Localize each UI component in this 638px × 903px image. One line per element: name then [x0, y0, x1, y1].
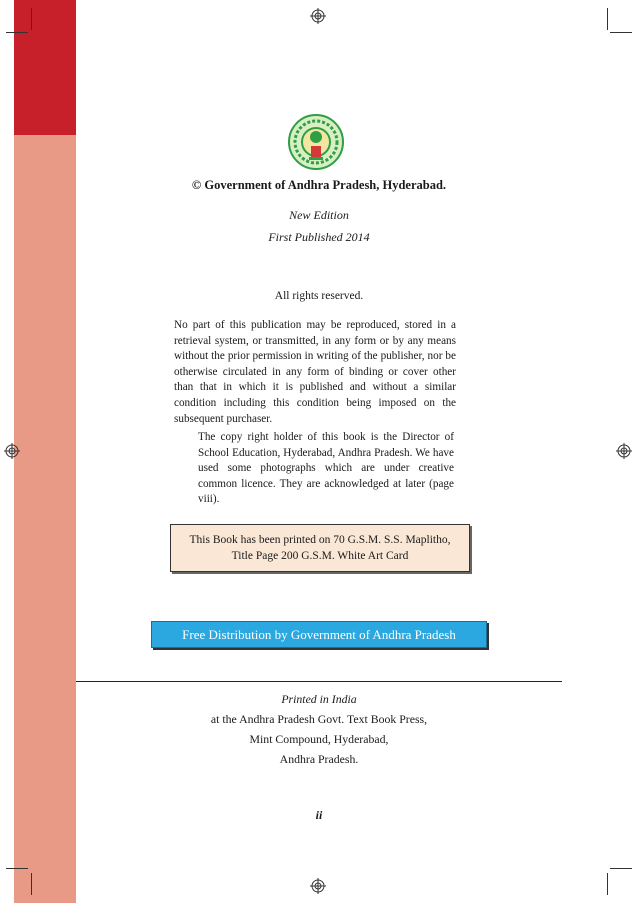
andhra-pradesh-state-emblem-icon: [287, 113, 345, 171]
paper-note-line: Title Page 200 G.S.M. White Art Card: [231, 550, 409, 562]
rights-heading: All rights reserved.: [274, 290, 364, 302]
page-edge-strip: [14, 0, 76, 903]
printer-address-line: Mint Compound, Hyderabad,: [249, 732, 389, 746]
registration-mark-icon: [310, 878, 326, 894]
copyright-holder-paragraph: The copy right holder of this book is the Director of School Education, Hyderabad, Andhra Pradesh. We have used some photographs which are under creative common licence. They are acknowledged at later (page viii).: [198, 431, 454, 506]
printed-in-heading: Printed in India: [281, 692, 357, 706]
page-number: ii: [315, 808, 323, 822]
divider: [76, 681, 562, 682]
registration-mark-icon: [616, 443, 632, 459]
copyright-line: © Government of Andhra Pradesh, Hyderabad.: [191, 178, 447, 192]
registration-mark-icon: [4, 443, 20, 459]
printer-address-line: at the Andhra Pradesh Govt. Text Book Press,: [210, 712, 428, 726]
first-published-label: First Published 2014: [268, 230, 370, 244]
rights-paragraph: No part of this publication may be reproduced, stored in a retrieval system, or transmitted, in any form or by any means without the prior permission in writing of the publisher, nor be otherwise circulated in any form of binding or cover other than that in which it is published and without a similar condition including this condition being imposed on the subsequent purchaser.: [174, 319, 456, 425]
edition-label: New Edition: [289, 208, 349, 222]
paper-note-line: This Book has been printed on 70 G.S.M. S.S. Maplitho,: [189, 534, 451, 546]
free-distribution-banner: Free Distribution by Government of Andhra Pradesh: [151, 621, 487, 648]
printer-address-line: Andhra Pradesh.: [279, 752, 359, 766]
registration-mark-icon: [310, 8, 326, 24]
paper-note-box: [170, 524, 470, 572]
page-edge-strip-top: [14, 0, 76, 135]
